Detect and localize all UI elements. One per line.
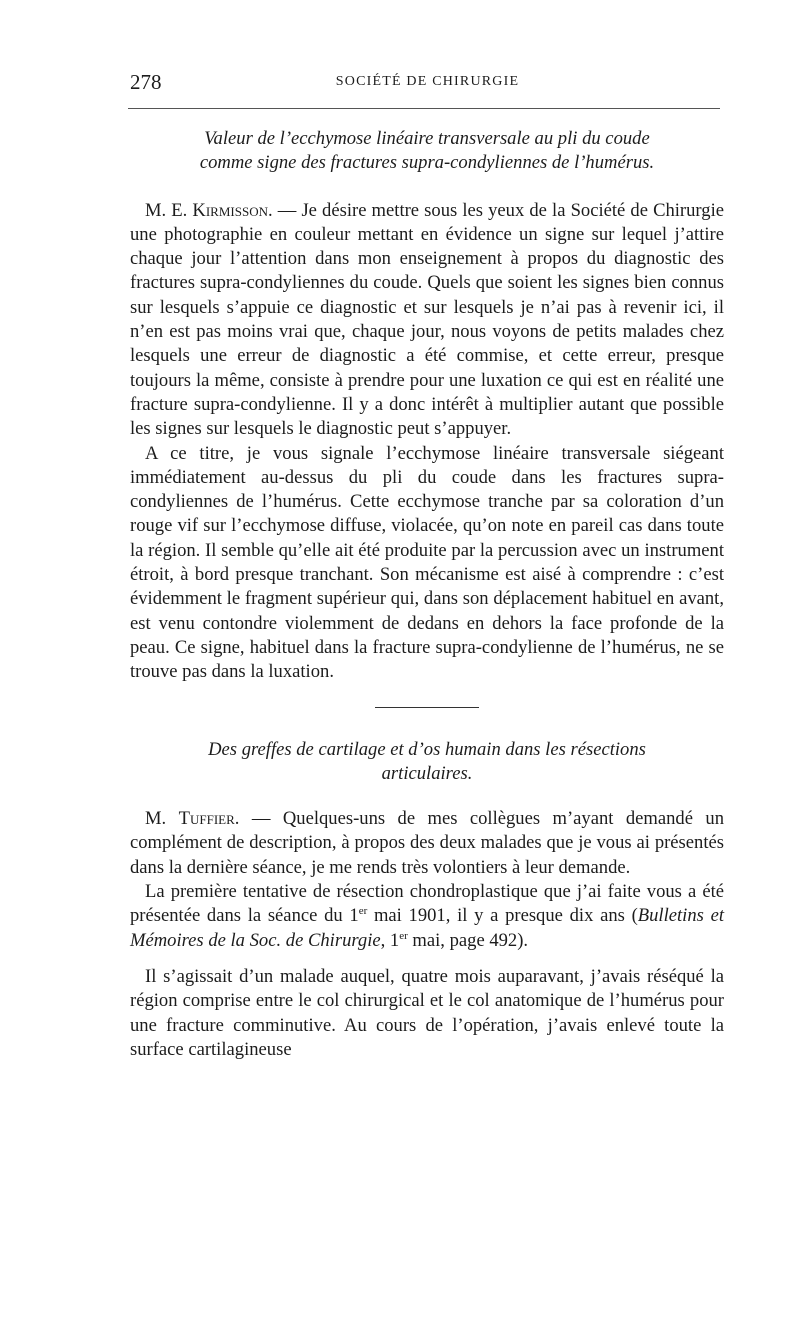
section-kirmisson xyxy=(130,127,724,685)
section-separator xyxy=(375,707,479,708)
paragraph-text: mai 1901, il y a presque dix ans ( xyxy=(367,905,638,927)
page-body xyxy=(130,127,724,1062)
page-number: 278 xyxy=(130,70,162,94)
paragraph-text: — Quelques-uns de mes collègues m’ayant demandé un complément de description, à propos des deux malades que je vous ai présentés dans la dernière séance, je me rends très volontiers à leur demande. xyxy=(130,808,724,878)
section-title-line: articulaires. xyxy=(381,762,473,784)
speaker-prefix: M. xyxy=(145,808,179,830)
paragraph xyxy=(130,880,724,953)
section-title-ecchymose xyxy=(130,127,724,176)
paragraph xyxy=(130,807,724,880)
paragraph-text: mai, page 492). xyxy=(407,929,529,951)
section-title-line: Valeur de l’ecchymose linéaire transversale au pli du coude xyxy=(204,128,650,149)
paragraph: Il s’agissait d’un malade auquel, quatre mois auparavant, j’avais réséqué la région comprise entre le col chirurgical et le col anatomique de l’humérus pour une fracture comminutive. Au cours de l’opération, j’avais enlevé toute la surface cartilagineuse xyxy=(130,965,724,1060)
speaker-name: Tuffier. xyxy=(178,808,240,830)
section-title-line: comme signe des fractures supra-condyliennes de l’humérus. xyxy=(199,152,655,174)
header-rule xyxy=(128,108,720,109)
superscript: er xyxy=(358,905,368,918)
paragraph-text: La première tentative de résection chondroplastique que j’ai faite vous a été présentée dans la séance du 1 xyxy=(130,881,724,927)
paragraph-text: — Je désire mettre sous les yeux de la Société de Chirurgie une photographie en couleur mettant en évidence un signe sur lequel j’attire chaque jour l’attention dans mon enseignement à propos du diagnostic des fractures supra-condyliennes du coude. Quels que soient les signes bien connus sur lesquels s’appuie ce diagnostic et sur lesquels je n’ai pas à revenir ici, il n’en est pas moins vrai que, chaque jour, nous voyons de petits malades chez lesquels une erreur de diagnostic a été commise, et cette erreur, presque toujours la même, consiste à prendre pour une luxation ce qui est en réalité une fracture supra-condylienne. Il y a donc intérêt à multiplier autant que possible les signes sur lesquels le diagnostic peut s’appuyer. xyxy=(130,199,724,440)
paragraph xyxy=(130,199,724,442)
section-tuffier xyxy=(130,738,724,1063)
paragraph: A ce titre, je vous signale l’ecchymose linéaire transversale siégeant immédiatement au-dessus du pli du coude dans les fractures supra-condyliennes de l’humérus. Cette ecchymose tranche par sa coloration d’un rouge vif sur l’ecchymose diffuse, violacée, qu’on note en pareil cas dans toute la région. Il semble qu’elle ait été produite par la percussion avec un instrument étroit, à bord presque tranchant. Son mécanisme est aisé à comprendre : c’est évidemment le fragment supérieur qui, dans son déplacement habituel en avant, est venu contondre violemment de dedans en dehors la face profonde de la peau. Ce signe, habituel dans la fracture supra-condylienne de l’humérus, ne se trouve pas dans la luxation. xyxy=(130,442,724,683)
running-head xyxy=(130,70,725,100)
speaker-prefix: M. E. xyxy=(145,199,193,221)
speaker-name: Kirmisson. xyxy=(192,199,273,221)
section-title-line: Des greffes de cartilage et d’os humain dans les résections xyxy=(208,738,646,760)
journal-title: SOCIÉTÉ DE CHIRURGIE xyxy=(335,74,520,89)
superscript: er xyxy=(399,929,408,942)
paragraph-text: , 1 xyxy=(380,929,400,951)
section-title-greffes xyxy=(130,738,724,787)
citation-title: Bulletins et Mémoires de la Soc. de Chirurgie xyxy=(130,905,724,951)
